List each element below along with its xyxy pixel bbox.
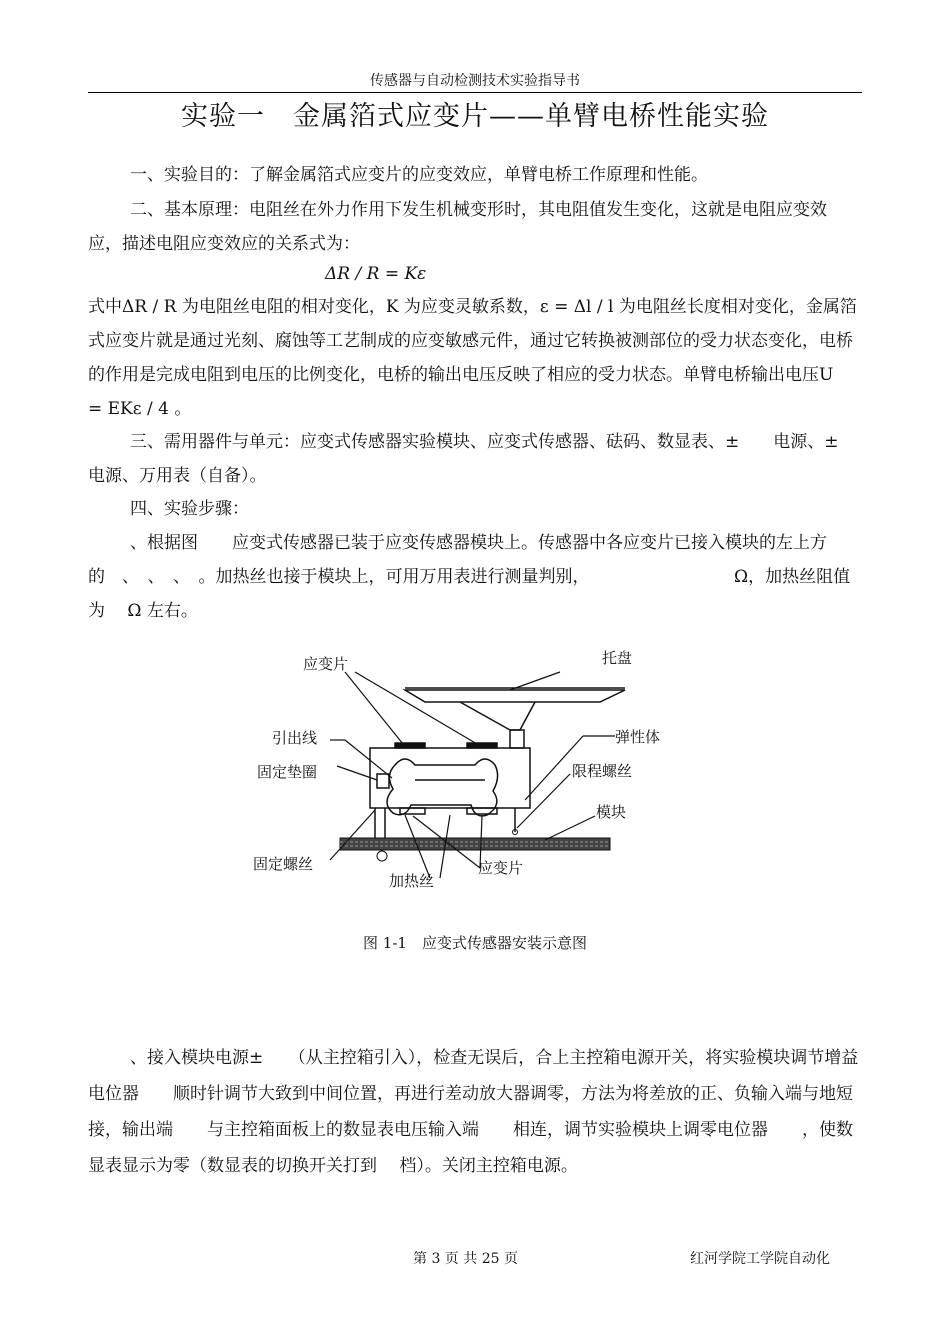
label-gauge-top: 应变片 xyxy=(303,655,349,673)
page-number: 第 3 页 共 25 页 xyxy=(413,1251,518,1267)
objective-paragraph: 一、实验目的：了解金属箔式应变片的应变效应，单臂电桥工作原理和性能。 xyxy=(130,165,708,185)
module-plate xyxy=(340,808,610,861)
label-lead-wire: 引出线 xyxy=(272,729,318,747)
step1-paragraph: 、根据图 应变式传感器已装于应变传感器模块上。传感器中各应变片已接入模块的左上方的 、 、 、 。加热丝也接于模块上，可用万用表进行测量判别， Ω，加热丝阻值为 Ω 左右。 xyxy=(88,533,851,621)
label-gauge-bottom: 应变片 xyxy=(478,859,524,877)
tray xyxy=(405,688,625,748)
figure-caption: 图 1-1 应变式传感器安装示意图 xyxy=(363,934,587,952)
principle-paragraph: 二、基本原理：电阻丝在外力作用下发生机械变形时，其电阻值发生变化，这就是电阻应变效应，描述电阻应变效应的关系式为： xyxy=(88,200,827,254)
label-heater: 加热丝 xyxy=(389,872,435,890)
equipment-paragraph: 三、需用器件与单元：应变式传感器实验模块、应变式传感器、砝码、数显表、± 电源、± 电源、万用表（自备）。 xyxy=(88,432,861,486)
label-tray: 托盘 xyxy=(602,649,633,667)
footer-organization: 红河学院工学院自动化 xyxy=(690,1251,830,1267)
label-elastic-body: 弹性体 xyxy=(615,728,661,746)
label-washer: 固定垫圈 xyxy=(257,763,318,781)
page-title: 实验一 金属箔式应变片——单臂电桥性能实验 xyxy=(181,101,769,132)
label-fix-screw: 固定螺丝 xyxy=(253,855,314,873)
running-header: 传感器与自动检测技术实验指导书 xyxy=(370,73,580,89)
steps-heading: 四、实验步骤： xyxy=(130,499,249,519)
header-rule xyxy=(88,92,862,93)
sensor-installation-figure xyxy=(245,640,661,910)
principle-explanation: 式中ΔR / R 为电阻丝电阻的相对变化，K 为应变灵敏系数，ε = Δl / l 为电阻丝长度相对变化，金属箔式应变片就是通过光刻、腐蚀等工艺制成的应变敏感元件，通过它转换被测部位的受力状态变化，电桥的作用是完成电阻到电压的比例变化，电桥的输出电压反映了相应的受力状态。单臂电桥输出电压U = EKε / 4 。 xyxy=(88,297,857,419)
label-limit-screw: 限程螺丝 xyxy=(572,762,633,780)
label-module: 模块 xyxy=(596,803,627,821)
step2-paragraph: 、接入模块电源± （从主控箱引入），检查无误后，合上主控箱电源开关，将实验模块调节增益电位器 顺时针调节大致到中间位置，再进行差动放大器调零，方法为将差放的正、负输入端与地短接，输出端 与主控箱面板上的数显表电压输入端 相连，调节实验模块上调零电位器 ，使数显表显示为零（数显表的切换开关打到 档）。关闭主控箱电源。 xyxy=(88,1048,859,1176)
elastic-body xyxy=(370,743,530,816)
equation: ΔR / R = Kε xyxy=(325,264,427,284)
